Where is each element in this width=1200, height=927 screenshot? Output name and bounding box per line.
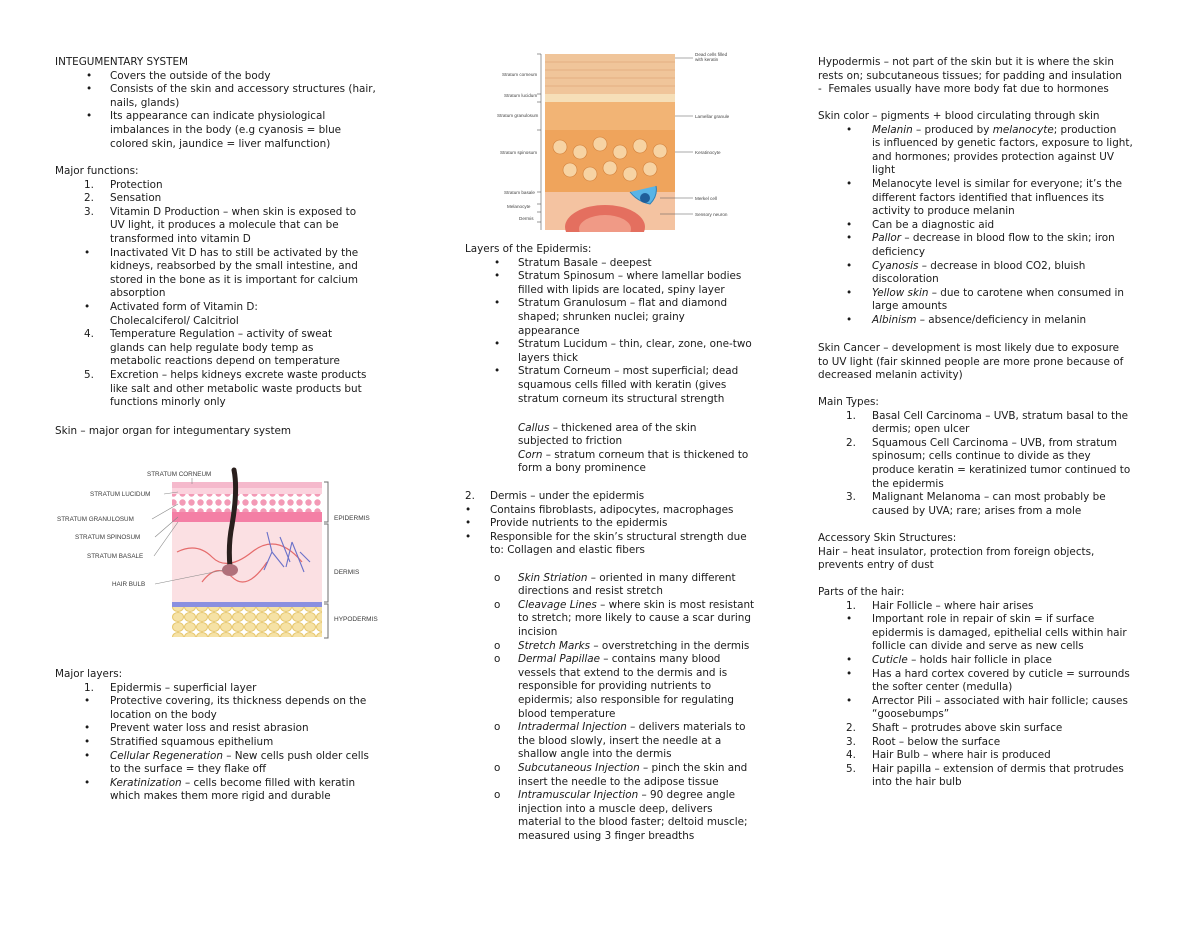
list-marker: 1. bbox=[84, 178, 94, 191]
list-text: form a bony prominence bbox=[518, 462, 646, 475]
list-text: the epidermis bbox=[872, 477, 944, 490]
label-spinosum-2: Stratum spinosum bbox=[500, 150, 538, 155]
list-text: UV light, it produces a molecule that can be bbox=[110, 219, 339, 232]
list-marker: 2. bbox=[465, 490, 475, 502]
list-text: Activated form of Vitamin D: bbox=[110, 301, 258, 313]
list-text: – cells become filled with keratin bbox=[181, 776, 356, 789]
list-marker: o bbox=[494, 789, 501, 802]
label-corneum: STRATUM CORNEUM bbox=[147, 471, 212, 478]
section-text: decreased melanin activity) bbox=[818, 369, 963, 382]
list-text: stored in the bone as it is important for calcium bbox=[110, 273, 358, 286]
list-text: layers thick bbox=[518, 351, 579, 364]
list-text: Yellow skin bbox=[872, 286, 929, 299]
list-text: Intradermal Injection bbox=[518, 721, 627, 734]
list-text: deficiency bbox=[872, 246, 925, 258]
list-text: Pallor bbox=[872, 232, 902, 245]
list-marker: • bbox=[846, 613, 853, 626]
section-text: Skin – major organ for integumentary system bbox=[55, 425, 292, 437]
list-text: Stratum Granulosum – flat and diamond bbox=[518, 297, 728, 310]
list-marker: • bbox=[846, 123, 853, 136]
list-marker: 3. bbox=[84, 205, 94, 218]
list-marker: • bbox=[846, 232, 853, 245]
section-text: Accessory Skin Structures: bbox=[818, 532, 957, 544]
list-text: Stretch Marks bbox=[518, 639, 591, 652]
section-heading: Major layers: bbox=[55, 668, 123, 680]
list-text: blood temperature bbox=[518, 707, 616, 720]
list-marker: o bbox=[494, 571, 501, 584]
label-basale: STRATUM BASALE bbox=[87, 553, 144, 560]
list-text: measured using 3 finger breadths bbox=[518, 830, 695, 842]
list-text: directions and resist stretch bbox=[518, 585, 663, 598]
list-text: Inactivated Vit D has to still be activated by the bbox=[110, 246, 359, 259]
list-text: which makes them more rigid and durable bbox=[110, 790, 331, 803]
section-text: Skin Cancer – development is most likely due to exposure bbox=[818, 342, 1120, 354]
list-text: dermis; open ulcer bbox=[872, 423, 970, 436]
list-text: like salt and other metabolic waste products but bbox=[110, 382, 362, 395]
list-text: follicle can divide and serve as new cells bbox=[872, 640, 1084, 653]
list-text: Responsible for the skin’s structural strength due bbox=[490, 530, 747, 543]
list-text: kidneys, reabsorbed by the small intestine, and bbox=[110, 260, 358, 273]
list-marker: • bbox=[846, 259, 853, 272]
list-text: colored skin, jaundice = liver malfunction) bbox=[110, 137, 331, 150]
list-text: the blood slowly, insert the needle at a bbox=[518, 734, 722, 747]
list-marker: o bbox=[494, 639, 501, 652]
list-text: Stratum Corneum – most superficial; dead bbox=[518, 365, 739, 378]
list-text: Vitamin D Production – when skin is exposed to bbox=[110, 205, 357, 218]
list-text: vessels that extend to the dermis and is bbox=[518, 666, 728, 679]
list-text: spinosum; cells continue to divide as they bbox=[872, 450, 1091, 463]
list-marker: • bbox=[84, 301, 91, 313]
bullet-glyph: • bbox=[86, 83, 93, 96]
list-text: shaped; shrunken nuclei; grainy bbox=[518, 311, 685, 323]
label-corneum-2: Stratum corneum bbox=[502, 72, 538, 77]
list-marker: • bbox=[84, 246, 91, 259]
label-dermis: DERMIS bbox=[334, 569, 360, 576]
list-text: Contains fibroblasts, adipocytes, macrophages bbox=[490, 503, 734, 516]
list-text: produce keratin = keratinized tumor continued to bbox=[872, 464, 1131, 476]
list-text: Can be a diagnostic aid bbox=[872, 218, 995, 231]
list-text: Temperature Regulation – activity of sweat bbox=[110, 328, 333, 341]
list-marker: • bbox=[84, 749, 91, 762]
list-marker: • bbox=[84, 695, 91, 708]
list-text: glands can help regulate body temp as bbox=[110, 341, 314, 354]
list-text: – where skin is most resistant bbox=[596, 598, 755, 611]
list-marker: • bbox=[494, 270, 501, 283]
section-heading: Skin color – pigments + blood circulating through skin bbox=[818, 110, 1100, 122]
list-text: “goosebumps” bbox=[872, 708, 950, 721]
list-text: Stratum Lucidum – thin, clear, zone, one-two bbox=[518, 338, 752, 351]
label-granulosum: STRATUM GRANULOSUM bbox=[57, 516, 134, 523]
list-text: – oriented in many different bbox=[587, 571, 736, 584]
list-text: Albinism bbox=[872, 314, 917, 326]
list-text: Melanin bbox=[872, 123, 913, 136]
list-text: Keratinization bbox=[110, 776, 182, 789]
label-bulb: HAIR BULB bbox=[112, 581, 146, 588]
list-text: – delivers materials to bbox=[626, 721, 746, 734]
epidermis-detail-diagram bbox=[475, 52, 763, 232]
list-text: Cholecalciferol/ Calcitriol bbox=[110, 314, 239, 327]
list-text: subjected to friction bbox=[518, 435, 623, 448]
list-text: insert the needle to the adipose tissue bbox=[518, 775, 719, 788]
list-marker: 2. bbox=[84, 192, 94, 205]
section-text: prevents entry of dust bbox=[818, 559, 934, 572]
list-marker: o bbox=[494, 721, 501, 734]
list-text: Cellular Regeneration bbox=[110, 749, 223, 762]
list-text: – 90 degree angle bbox=[638, 789, 736, 802]
list-marker: • bbox=[846, 654, 853, 666]
list-text: – stratum corneum that is thickened to bbox=[542, 448, 749, 461]
list-marker: • bbox=[846, 286, 853, 299]
list-text: Root – below the surface bbox=[872, 735, 1001, 748]
list-marker: • bbox=[494, 365, 501, 378]
section-heading: Main Types: bbox=[818, 396, 879, 408]
list-text: is influenced by genetic factors, exposure to light, bbox=[872, 137, 1133, 150]
list-text: Covers the outside of the body bbox=[110, 69, 271, 82]
label-lamellar: Lamellar granule bbox=[695, 114, 730, 119]
list-text: injection into a muscle deep, delivers bbox=[518, 802, 713, 815]
label-lucidum-2: Stratum lucidum bbox=[504, 93, 538, 98]
list-text: epidermis; also responsible for regulating bbox=[518, 694, 734, 706]
skin-layers-diagram bbox=[52, 462, 404, 654]
list-marker: 2. bbox=[846, 436, 856, 449]
list-marker: 1. bbox=[846, 409, 856, 422]
section-heading: INTEGUMENTARY SYSTEM bbox=[55, 56, 188, 68]
list-text: epidermis is damaged, epithelial cells within hair bbox=[872, 626, 1127, 639]
list-marker: 4. bbox=[84, 328, 94, 341]
list-text: incision bbox=[518, 626, 558, 638]
label-sensory: Sensory neuron bbox=[695, 212, 728, 217]
list-marker: 5. bbox=[846, 762, 856, 775]
section-text: Hypodermis – not part of the skin but it is where the skin bbox=[818, 56, 1114, 68]
list-text: to: Collagen and elastic fibers bbox=[490, 544, 645, 557]
list-text: – pinch the skin and bbox=[639, 762, 748, 774]
list-text: – due to carotene when consumed in bbox=[928, 286, 1124, 299]
list-text: Stratum Spinosum – where lamellar bodies bbox=[518, 270, 742, 283]
list-text: into the hair bulb bbox=[872, 776, 962, 789]
label-lucidum: STRATUM LUCIDUM bbox=[90, 491, 151, 498]
list-marker: • bbox=[846, 667, 853, 680]
list-text: – absence/deficiency in melanin bbox=[916, 314, 1087, 326]
list-marker: • bbox=[846, 694, 853, 707]
list-text: Cleavage Lines bbox=[518, 598, 597, 611]
list-text: – holds hair follicle in place bbox=[907, 654, 1052, 666]
label-basale-2: Stratum basale bbox=[504, 190, 535, 195]
list-marker: 1. bbox=[846, 599, 856, 612]
list-marker: • bbox=[494, 338, 501, 351]
list-marker: 3. bbox=[846, 735, 856, 748]
list-text: to stretch; more likely to cause a scar during bbox=[518, 612, 751, 625]
list-text: metabolic reactions depend on temperature bbox=[110, 355, 340, 368]
list-text: Sensation bbox=[110, 192, 162, 205]
list-marker: 3. bbox=[846, 491, 856, 504]
list-text: – decrease in blood flow to the skin; iron bbox=[901, 232, 1115, 245]
list-marker: o bbox=[494, 598, 501, 611]
list-marker: • bbox=[494, 297, 501, 310]
list-text: Important role in repair of skin = if surface bbox=[872, 613, 1095, 626]
list-text: Has a hard cortex covered by cuticle = surrounds bbox=[872, 667, 1130, 680]
list-text: Hair papilla – extension of dermis that protrudes bbox=[872, 762, 1124, 775]
section-heading: Major functions: bbox=[55, 165, 139, 177]
list-text: Excretion – helps kidneys excrete waste products bbox=[110, 369, 367, 381]
list-marker: • bbox=[84, 722, 91, 735]
list-text: Squamous Cell Carcinoma – UVB, from stratum bbox=[872, 436, 1117, 449]
list-text: Cuticle bbox=[872, 654, 908, 666]
label-dead-cells: Dead cells filled bbox=[695, 52, 728, 57]
list-marker: 4. bbox=[846, 749, 856, 762]
list-text: appearance bbox=[518, 324, 580, 337]
list-text: Provide nutrients to the epidermis bbox=[490, 517, 668, 530]
list-marker: 5. bbox=[84, 369, 94, 381]
list-text: stratum corneum its structural strength bbox=[518, 392, 725, 405]
list-text: Its appearance can indicate physiological bbox=[110, 110, 326, 123]
label-hypodermis: HYPODERMIS bbox=[334, 616, 378, 623]
list-text: Cyanosis bbox=[872, 259, 919, 272]
section-text: to UV light (fair skinned people are more prone because of bbox=[818, 355, 1124, 368]
label-spinosum: STRATUM SPINOSUM bbox=[75, 534, 141, 541]
list-marker: • bbox=[84, 736, 91, 748]
label-granulosum-2: Stratum granulosum bbox=[497, 113, 539, 118]
list-text: – New cells push older cells bbox=[222, 749, 369, 762]
list-marker: • bbox=[84, 776, 91, 789]
list-text: Subcutaneous Injection bbox=[518, 762, 640, 774]
list-text: Skin Striation bbox=[518, 571, 588, 584]
list-text: transformed into vitamin D bbox=[110, 233, 251, 245]
list-text: Basal Cell Carcinoma – UVB, stratum basal to the bbox=[872, 409, 1129, 422]
list-text: – overstretching in the dermis bbox=[590, 639, 750, 652]
list-text: – thickened area of the skin bbox=[549, 421, 697, 434]
list-text: Dermis – under the epidermis bbox=[490, 490, 645, 502]
section-heading: Parts of the hair: bbox=[818, 586, 905, 598]
label-dermis-2: Dermis bbox=[519, 216, 534, 221]
list-text: Prevent water loss and resist abrasion bbox=[110, 722, 309, 735]
section-text: Hair – heat insulator, protection from foreign objects, bbox=[818, 545, 1095, 558]
label-merkel: Merkel cell bbox=[695, 196, 717, 201]
list-text: Protection bbox=[110, 178, 163, 191]
list-text: – contains many blood bbox=[600, 653, 721, 666]
list-marker: 1. bbox=[84, 681, 94, 694]
list-text: Stratified squamous epithelium bbox=[110, 736, 274, 748]
list-text: different factors identified that influences its bbox=[872, 191, 1105, 204]
section-text: - Females usually have more body fat due to hormones bbox=[818, 83, 1109, 96]
list-text: squamous cells filled with keratin (gives bbox=[518, 379, 727, 391]
section-text: rests on; subcutaneous tissues; for padding and insulation bbox=[818, 69, 1122, 82]
list-marker: • bbox=[465, 530, 472, 543]
label-dead-cells-2: with keratin bbox=[695, 57, 719, 62]
list-marker: o bbox=[494, 653, 501, 666]
list-text: Epidermis – superficial layer bbox=[110, 681, 257, 694]
list-text: responsible for providing nutrients to bbox=[518, 680, 712, 693]
section-heading: Layers of the Epidermis: bbox=[465, 243, 592, 255]
term: Corn bbox=[518, 448, 543, 461]
list-text: melanocyte bbox=[992, 123, 1054, 136]
list-text: ; production bbox=[1053, 123, 1117, 136]
bullet-glyph: • bbox=[86, 69, 93, 82]
list-text: shallow angle into the dermis bbox=[518, 748, 672, 761]
list-text: location on the body bbox=[110, 708, 217, 721]
list-text: absorption bbox=[110, 287, 166, 300]
list-text: material to the blood faster; deltoid muscle; bbox=[518, 816, 748, 829]
list-marker: • bbox=[465, 503, 472, 516]
list-marker: • bbox=[846, 178, 853, 190]
list-text: Stratum Basale – deepest bbox=[518, 256, 652, 269]
list-text: – decrease in blood CO2, bluish bbox=[918, 259, 1086, 272]
list-text: – produced by bbox=[912, 123, 993, 136]
list-text: Arrector Pili – associated with hair follicle; causes bbox=[872, 694, 1128, 707]
list-marker: o bbox=[494, 762, 501, 774]
list-text: nails, glands) bbox=[110, 96, 180, 109]
list-text: discoloration bbox=[872, 273, 939, 286]
list-text: to the surface = they flake off bbox=[110, 763, 267, 776]
list-marker: • bbox=[846, 218, 853, 231]
list-marker: 2. bbox=[846, 722, 856, 734]
list-marker: • bbox=[465, 517, 472, 530]
list-text: the softer center (medulla) bbox=[872, 681, 1013, 694]
label-melanocyte: Melanocyte bbox=[507, 204, 531, 209]
list-text: light bbox=[872, 164, 896, 177]
list-text: large amounts bbox=[872, 300, 948, 313]
list-text: Dermal Papillae bbox=[518, 653, 600, 666]
label-keratinocyte: Keratinocyte bbox=[695, 150, 721, 155]
list-text: Melanocyte level is similar for everyone; it’s the bbox=[872, 178, 1123, 190]
list-marker: • bbox=[846, 314, 853, 326]
term: Callus bbox=[518, 421, 550, 434]
list-text: Hair Bulb – where hair is produced bbox=[872, 749, 1051, 762]
list-text: Protective covering, its thickness depends on the bbox=[110, 695, 367, 708]
list-text: filled with lipids are located, spiny layer bbox=[518, 283, 725, 296]
bullet-glyph: • bbox=[86, 110, 93, 123]
list-text: Hair Follicle – where hair arises bbox=[872, 599, 1034, 612]
list-text: Consists of the skin and accessory structures (hair, bbox=[110, 83, 376, 96]
list-text: functions minorly only bbox=[110, 396, 226, 409]
list-text: and hormones; provides protection against UV bbox=[872, 150, 1114, 163]
list-text: imbalances in the body (e.g cyanosis = blue bbox=[110, 124, 342, 136]
list-text: caused by UVA; rare; arises from a mole bbox=[872, 504, 1082, 517]
list-text: activity to produce melanin bbox=[872, 205, 1015, 218]
list-marker: • bbox=[494, 256, 501, 269]
label-epidermis: EPIDERMIS bbox=[334, 515, 370, 522]
list-text: Malignant Melanoma – can most probably be bbox=[872, 491, 1106, 504]
list-text: Intramuscular Injection bbox=[518, 789, 639, 802]
list-text: Shaft – protrudes above skin surface bbox=[872, 722, 1063, 734]
